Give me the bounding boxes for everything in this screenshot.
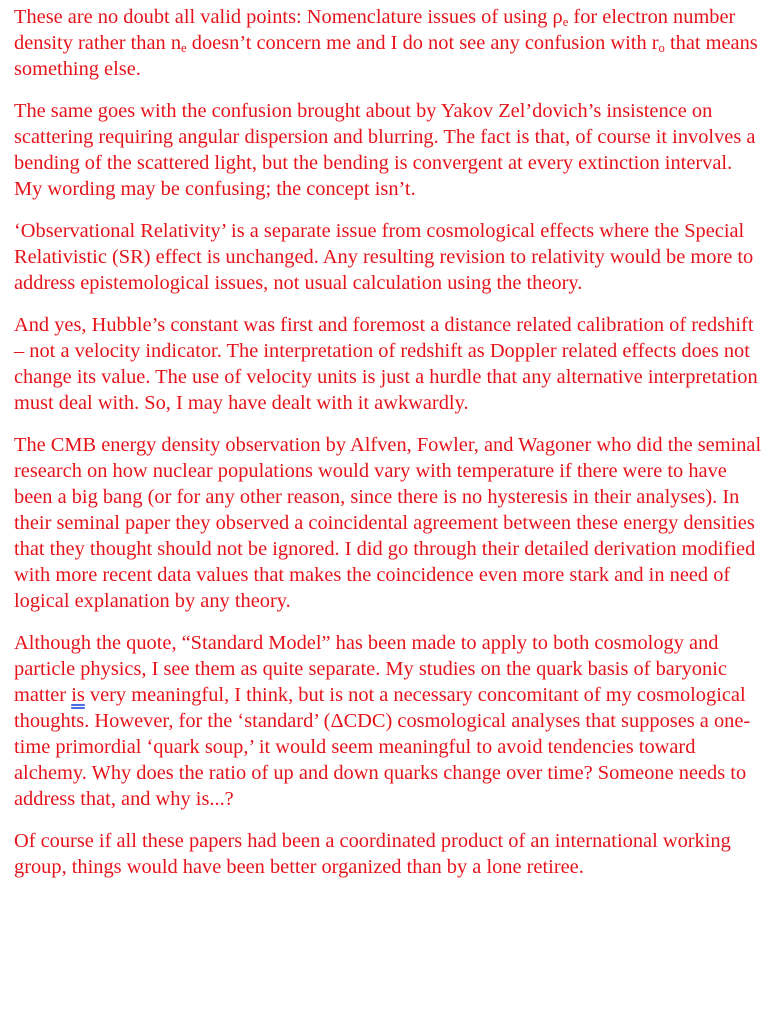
subscript-e: e xyxy=(181,41,187,56)
paragraph-scattering: The same goes with the confusion brought about by Yakov Zel’dovich’s insistence on scattering requiring angular dispersion and blurring. The fact is that, of course it involves a bending of the scattered light, but the bending is convergent at every extinction interval. My wording may be confusing; the concept isn’t. xyxy=(14,100,756,200)
text-run: for electron number density rather than n xyxy=(14,6,736,54)
text-run: doesn’t concern me and I do not see any confusion with r xyxy=(186,32,659,54)
paragraph-standard-model xyxy=(14,630,763,812)
paragraph-nomenclature xyxy=(14,4,763,82)
subscript-o: o xyxy=(658,41,665,56)
paragraph-hubble-constant: And yes, Hubble’s constant was first and foremost a distance related calibration of redshift – not a velocity indicator. The interpretation of redshift as Doppler related effects does not change its value. The use of velocity units is just a hurdle that any alternative interpretation must deal with. So, I may have dealt with it awkwardly. xyxy=(14,314,758,414)
text-run: These are no doubt all valid points: Nomenclature issues of using ρ xyxy=(14,6,563,28)
text-run: that means something else. xyxy=(14,32,758,80)
paragraph-closing: Of course if all these papers had been a coordinated product of an international working group, things would have been better organized than by a lone retiree. xyxy=(14,830,731,878)
subscript-e: e xyxy=(562,15,569,30)
text-run: Although the quote, “Standard Model” has been made to apply to both cosmology and particle physics, I see them as quite separate. My studies on the quark basis of baryonic matter xyxy=(14,632,727,706)
text-run: very meaningful, I think, but is not a necessary concomitant of my cosmological thoughts. However, for the ‘standard’ (ΔCDC) cosmological analyses that supposes a one-time primordial ‘quark soup,’ it would seem meaningful to avoid tendencies toward alchemy. Why does the ratio of up and down quarks change over time? Someone needs to address that, and why is...? xyxy=(14,684,751,810)
paragraph-cmb-energy-density: The CMB energy density observation by Alfven, Fowler, and Wagoner who did the seminal research on how nuclear populations would vary with temperature if there were to have been a big bang (or for any other reason, since there is no hysteresis in their analyses). In their seminal paper they observed a coincidental agreement between these energy densities that they thought should not be ignored. I did go through their detailed derivation modified with more recent data values that makes the coincidence even more stark and in need of logical explanation by any theory. xyxy=(14,434,762,612)
underlined-word: is xyxy=(71,684,85,706)
paragraph-observational-relativity: ‘Observational Relativity’ is a separate issue from cosmological effects where the Special Relativistic (SR) effect is unchanged. Any resulting revision to relativity would be more to address epistemological issues, not usual calculation using the theory. xyxy=(14,220,754,294)
